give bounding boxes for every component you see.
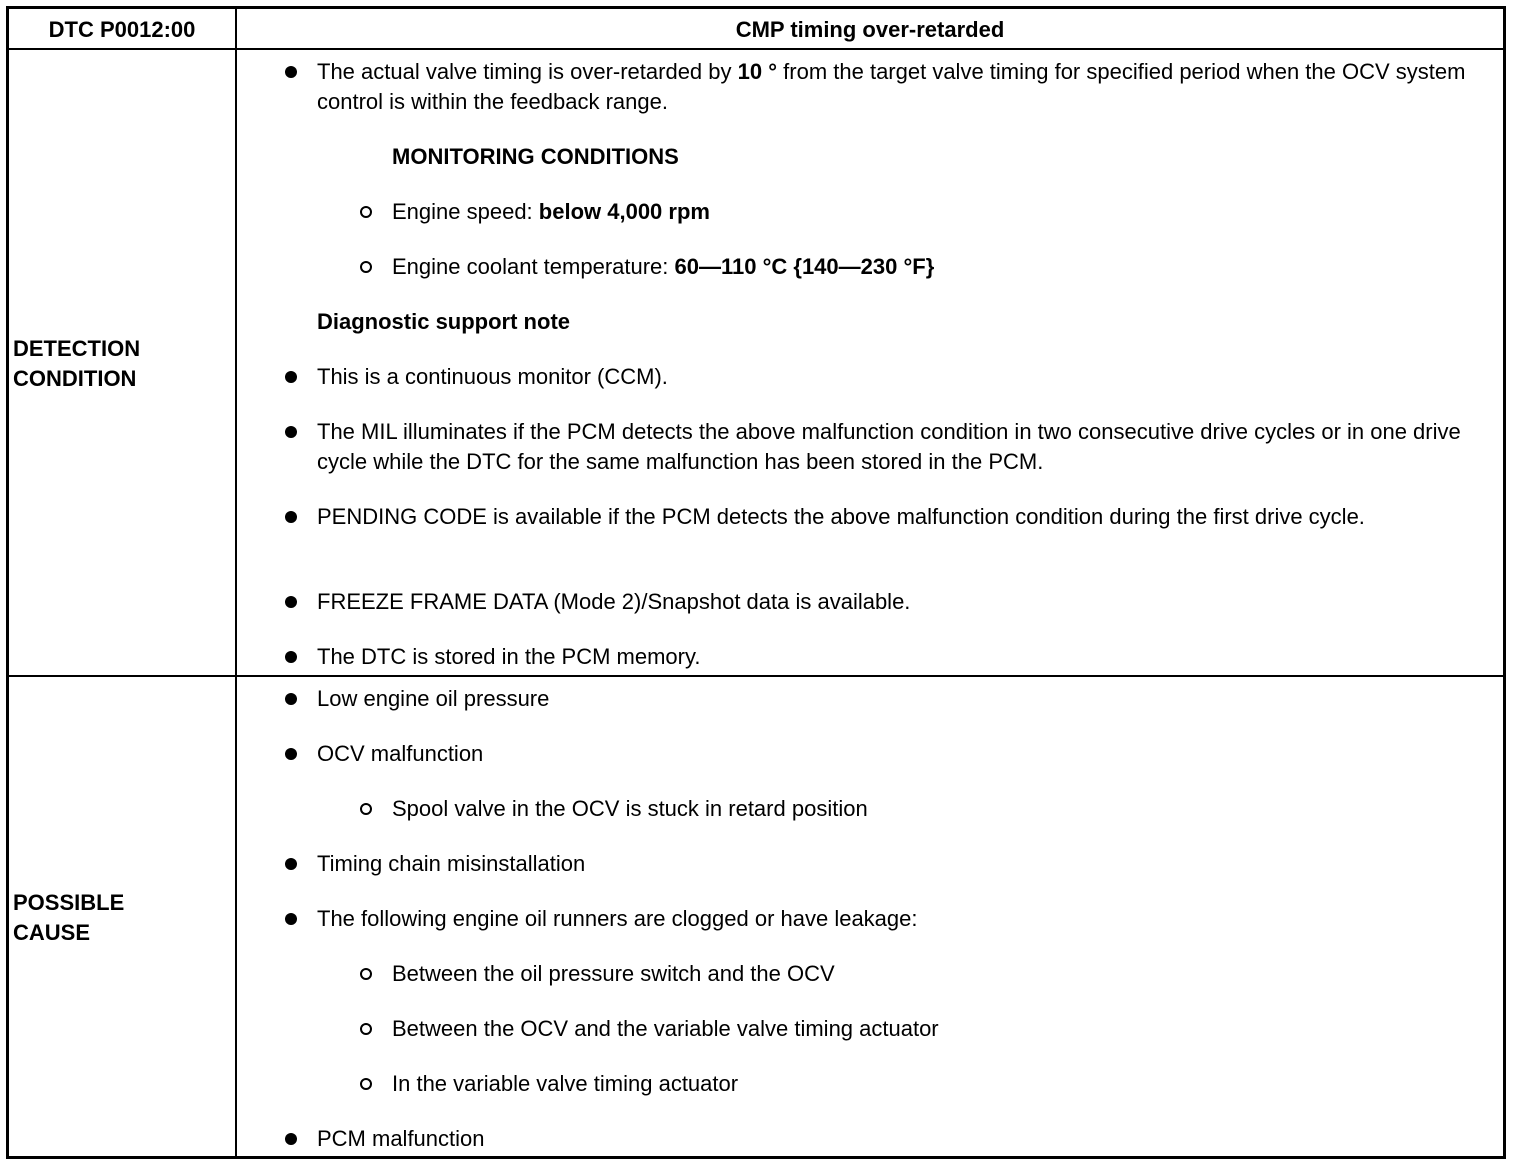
list-item: The MIL illuminates if the PCM detects the above malfunction condition in two consecutive drive cycles or in one drive cycle while the DTC for the same malfunction has been stored in the PCM.: [317, 417, 1467, 477]
list-item: Spool valve in the OCV is stuck in retard position: [392, 794, 1472, 824]
list-item: This is a continuous monitor (CCM).: [317, 362, 1467, 392]
list-item: PCM malfunction: [317, 1124, 1467, 1154]
row-divider: [9, 675, 1503, 677]
list-item: The DTC is stored in the PCM memory.: [317, 642, 1467, 672]
list-item: In the variable valve timing actuator: [392, 1069, 1472, 1099]
diagnostic-support-note-heading: Diagnostic support note: [317, 309, 570, 334]
detection-condition-label: DETECTION CONDITION: [13, 336, 141, 391]
list-item: PENDING CODE is available if the PCM detects the above malfunction condition during the first drive cycle.: [317, 502, 1467, 532]
list-item: Between the oil pressure switch and the OCV: [392, 959, 1472, 989]
list-item: The actual valve timing is over-retarded by 10 ° from the target valve timing for specified period when the OCV system control is within the feedback range.: [317, 57, 1467, 117]
list-item: FREEZE FRAME DATA (Mode 2)/Snapshot data is available.: [317, 587, 1467, 617]
list-item: OCV malfunction: [317, 739, 1467, 769]
list-item: Engine speed: below 4,000 rpm: [392, 197, 1472, 227]
monitoring-conditions-heading: MONITORING CONDITIONS: [392, 144, 679, 169]
list-item: The following engine oil runners are clogged or have leakage:: [317, 904, 1467, 934]
list-item: Engine coolant temperature: 60—110 °C {140—230 °F}: [392, 252, 1472, 282]
column-divider: [235, 9, 237, 1156]
list-item: Timing chain misinstallation: [317, 849, 1467, 879]
dtc-table: [6, 6, 1506, 1159]
dtc-code-header: DTC P0012:00: [48, 17, 196, 42]
dtc-title-header: CMP timing over-retarded: [735, 17, 1005, 42]
list-item: Between the OCV and the variable valve timing actuator: [392, 1014, 1472, 1044]
list-item: Low engine oil pressure: [317, 684, 1467, 714]
header-divider: [9, 48, 1503, 50]
possible-cause-label: POSSIBLE CAUSE: [13, 890, 125, 945]
